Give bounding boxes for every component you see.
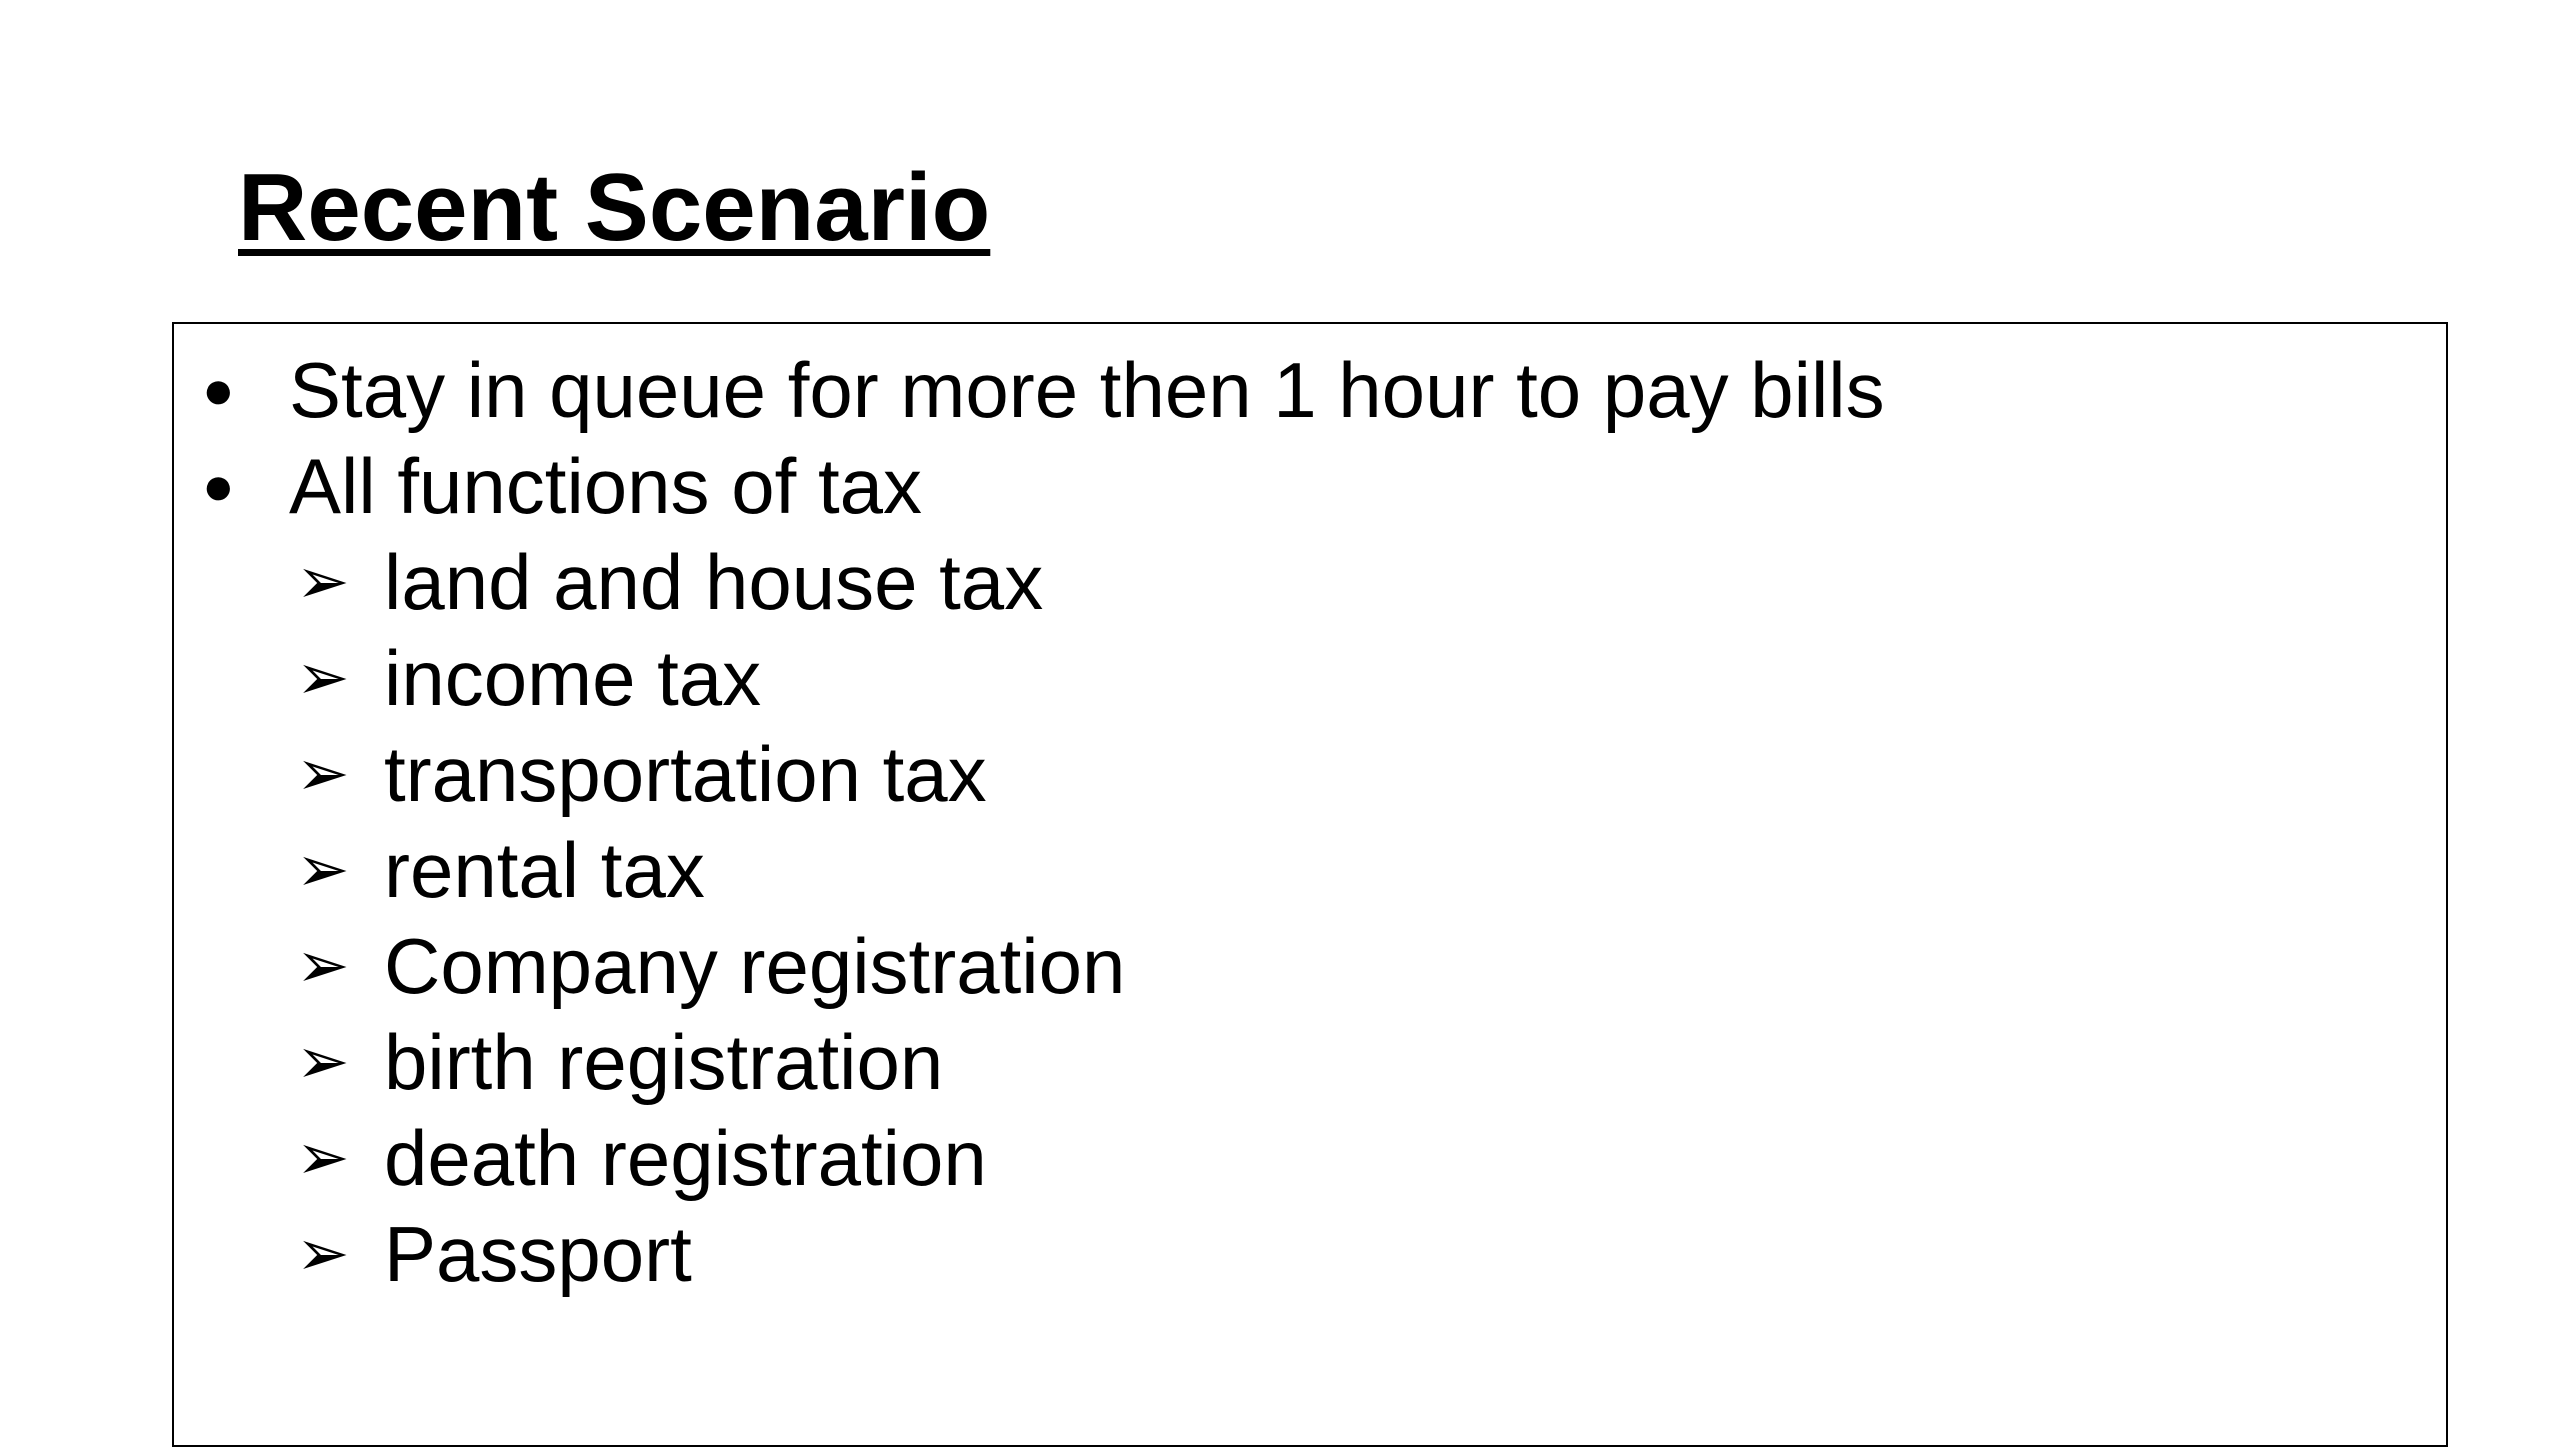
arrow-bullet-icon: ➢ [296, 833, 350, 907]
sub-list-item-text: transportation tax [384, 730, 987, 818]
arrow-bullet-icon: ➢ [296, 1217, 350, 1291]
bullet-dot-icon: ● [202, 456, 235, 516]
sub-list-item [174, 630, 1885, 726]
list-item [174, 438, 1885, 534]
sub-list-item [174, 534, 1885, 630]
sub-list-item [174, 822, 1885, 918]
sub-list-item [174, 1014, 1885, 1110]
bullet-dot-icon: ● [202, 360, 235, 420]
sub-list-item-text: birth registration [384, 1018, 944, 1106]
list-item-text: All functions of tax [289, 442, 922, 530]
sub-list-item-text: Company registration [384, 922, 1126, 1010]
sub-list-item-text: death registration [384, 1114, 987, 1202]
bullet-list [174, 342, 1885, 1302]
arrow-bullet-icon: ➢ [296, 1025, 350, 1099]
sub-list-item [174, 1206, 1885, 1302]
sub-list-item-text: rental tax [384, 826, 705, 914]
sub-list-item [174, 726, 1885, 822]
content-box [172, 322, 2448, 1447]
sub-list-item [174, 1110, 1885, 1206]
list-item [174, 342, 1885, 438]
list-item-text: Stay in queue for more then 1 hour to pay bills [289, 346, 1885, 434]
arrow-bullet-icon: ➢ [296, 737, 350, 811]
sub-list-item-text: land and house tax [384, 538, 1044, 626]
slide-title [20, 148, 990, 268]
arrow-bullet-icon: ➢ [296, 929, 350, 1003]
slide-title-text: Recent Scenario [238, 154, 991, 261]
sub-list-item-text: income tax [384, 634, 762, 722]
arrow-bullet-icon: ➢ [296, 641, 350, 715]
arrow-bullet-icon: ➢ [296, 1121, 350, 1195]
sub-list-item [174, 918, 1885, 1014]
sub-list-item-text: Passport [384, 1210, 692, 1298]
arrow-bullet-icon: ➢ [296, 545, 350, 619]
